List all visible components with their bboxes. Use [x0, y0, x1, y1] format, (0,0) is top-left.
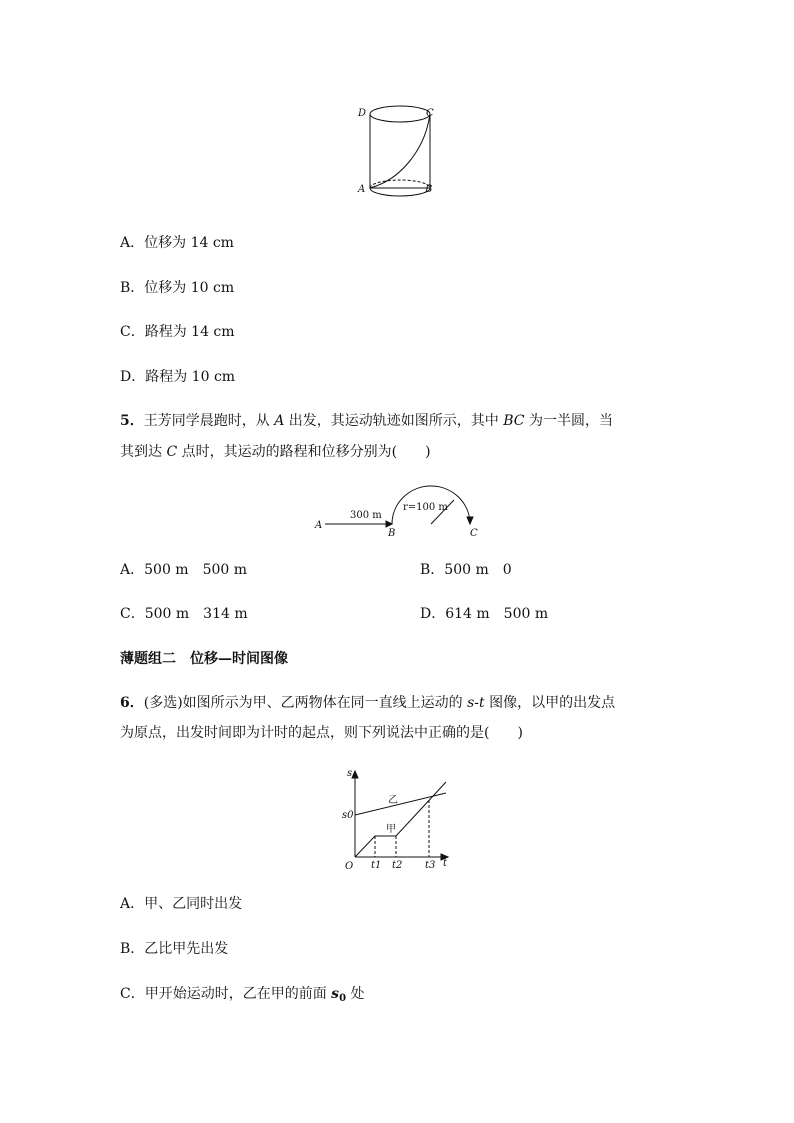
q5-option-b: B．500 m 0 — [420, 562, 512, 578]
q5-stem-line2: 其到达 C 点时，其运动的路程和位移分别为( ) — [120, 444, 431, 460]
axis-s-label: s — [347, 768, 353, 779]
q6-stem-line2: 为原点，出发时间即为计时的起点，则下列说法中正确的是( ) — [120, 725, 523, 741]
label-c: C — [470, 528, 478, 539]
label-c: C — [426, 108, 434, 119]
q4-option-d: D．路程为 10 cm — [120, 369, 236, 385]
q6-option-b: B．乙比甲先出发 — [120, 941, 229, 957]
q6-option-a: A．甲、乙同时出发 — [120, 896, 243, 912]
label-b: B — [425, 184, 433, 195]
q4-option-a: A．位移为 14 cm — [120, 235, 234, 251]
label-a: A — [358, 184, 366, 195]
label-b: B — [388, 528, 396, 539]
t2-label: t2 — [392, 860, 403, 871]
t3-label: t3 — [425, 860, 436, 871]
q5-option-d: D．614 m 500 m — [420, 606, 549, 622]
axis-t-label: t — [443, 858, 448, 869]
s0-label: s0 — [342, 810, 354, 821]
section-heading: 薄题组二 位移—时间图像 — [120, 651, 288, 667]
q4-option-c: C．路程为 14 cm — [120, 324, 235, 340]
q5-option-c: C．500 m 314 m — [120, 606, 248, 622]
origin-label: O — [345, 861, 354, 872]
yi-label: 乙 — [388, 795, 398, 806]
q4-option-b: B．位移为 10 cm — [120, 280, 235, 296]
q5-stem-line1: 5．王芳同学晨跑时，从 A 出发，其运动轨迹如图所示，其中 BC 为一半圆，当 — [120, 413, 613, 429]
q5-option-a: A．500 m 500 m — [120, 562, 248, 578]
s-axis-arrow — [352, 771, 358, 778]
label-a: A — [315, 520, 323, 531]
q6-stem-line1: 6．(多选)如图所示为甲、乙两物体在同一直线上运动的 s-t 图像，以甲的出发点 — [120, 695, 616, 711]
t1-label: t1 — [371, 860, 382, 871]
label-d: D — [358, 108, 367, 119]
radius-label: r=100 m — [403, 502, 448, 513]
jia-label: 甲 — [386, 824, 396, 835]
distance-label: 300 m — [350, 510, 382, 521]
q6-option-c: C．甲开始运动时，乙在甲的前面 $s_0$ 处 — [120, 986, 365, 1004]
series-jia — [355, 782, 446, 857]
